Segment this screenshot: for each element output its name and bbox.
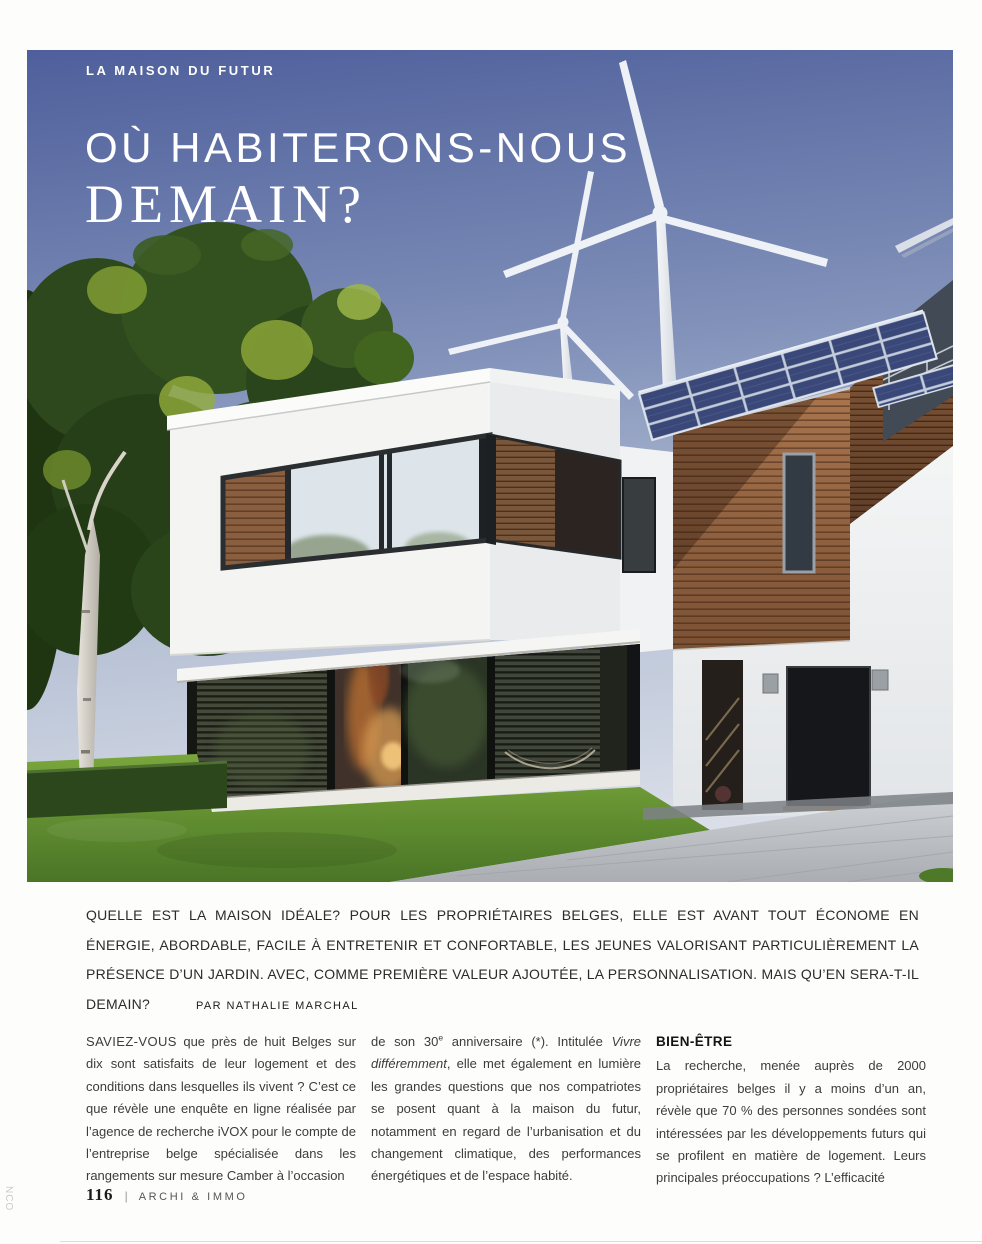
page-title — [85, 124, 631, 233]
ordinal-sup: e — [438, 1032, 444, 1043]
title-line1: OÙ HABITERONS-NOUS — [85, 124, 632, 171]
house-upper-volume — [167, 368, 620, 655]
front-door — [787, 667, 870, 808]
wall-lamp — [872, 670, 888, 690]
lead-in: SAVIEZ-VOUS — [86, 1034, 177, 1049]
standfirst-text: QUELLE EST LA MAISON IDÉALE? POUR LES PROPRIÉTAIRES BELGES, ELLE EST AVANT TOUT ÉCONOME EN ÉNERGIE, ABORDABLE, FACILE À ENTRETENIR ET CONFORTABLE, LES JEUNES VALORISANT PARTICULIÈREMENT LA PRÉSENCE D’UN JARDIN. AVEC, COMME PREMIÈRE VALEUR AJOUTÉE, LA PERSONNALISATION. MAIS QU’EN SERA-T-IL DEMAIN? — [86, 907, 919, 1012]
kicker: LA MAISON DU FUTUR — [86, 63, 276, 78]
column1-text: que près de huit Belges sur dix sont satisfaits de leur logement et des conditions dans lesquelles ils vivent ? C’est ce que révèle une enquête en ligne réalisée par l’agence de recherche iVOX pour le compte de l’entreprise belge spécialisée dans les rangements sur mesure Camber à l’occasion — [86, 1034, 356, 1184]
page-footer — [86, 1185, 248, 1205]
study-title: Vivre différemment — [371, 1034, 642, 1072]
scan-edge-line — [60, 1241, 982, 1242]
article-body — [86, 1031, 926, 1190]
body-column-2 — [371, 1031, 641, 1190]
subheading: BIEN-ÊTRE — [656, 1034, 733, 1049]
column2-text-1: de son 30 — [371, 1034, 439, 1049]
standfirst — [86, 901, 919, 1021]
column2-text-2: anniversaire (*). Intitulée — [443, 1034, 612, 1049]
section-name: ARCHI & IMMO — [138, 1191, 248, 1203]
column2-text-3: , elle met également en lumière les grandes questions que nos compatriotes se posent quant à la maison du futur, notamment en regard de l’urbanisation et du changement climatique, des performances énergétiques et de l’espace habité. — [371, 1056, 641, 1184]
body-column-3 — [656, 1031, 926, 1190]
narrow-window — [784, 454, 814, 572]
wall-lamp — [763, 674, 778, 693]
hero-photo — [27, 50, 953, 882]
body-column-1 — [86, 1031, 356, 1190]
page-number: 116 — [86, 1185, 114, 1204]
title-line2: DEMAIN? — [85, 174, 367, 235]
footer-separator: | — [124, 1189, 128, 1203]
white-pier — [620, 446, 673, 654]
column3-text: La recherche, menée auprès de 2000 propriétaires belges il y a moins d’un an, révèle que 70 % des personnes sondées sont intéressées par les développements futurs qui se profilent en matière de logement. Leurs principales préoccupations ? L’efficacité — [656, 1058, 926, 1186]
edge-print-artifact: NCO — [3, 1186, 14, 1212]
byline: PAR NATHALIE MARCHAL — [195, 999, 359, 1012]
